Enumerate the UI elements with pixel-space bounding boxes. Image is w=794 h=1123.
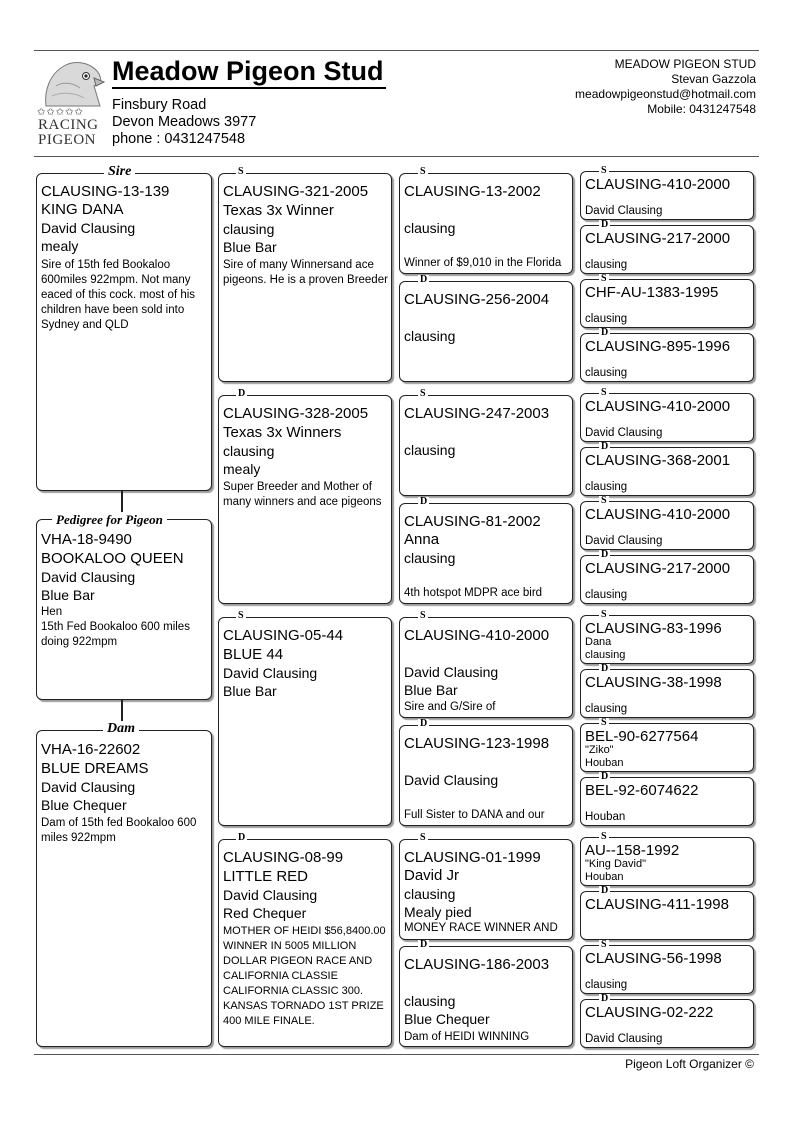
dam-color: Blue Chequer xyxy=(41,797,127,813)
logo-text-racing: RACING xyxy=(38,117,99,133)
gen4-card-13[interactable] xyxy=(580,837,754,886)
gen4-15-sex-label: S xyxy=(601,939,607,950)
gen4-6-sex-label: D xyxy=(601,441,609,452)
subject-name: BOOKALOO QUEEN xyxy=(41,550,184,567)
gen4-card-7[interactable] xyxy=(580,501,754,550)
gen4-card-8[interactable] xyxy=(580,555,754,604)
gen3-card-8[interactable] xyxy=(399,946,573,1047)
gen4-card-14[interactable] xyxy=(580,891,754,940)
sd-ring: CLAUSING-328-2005 xyxy=(223,405,369,422)
gen4-8-ring: CLAUSING-217-2000 xyxy=(585,560,731,577)
subject-card[interactable] xyxy=(36,519,212,700)
sire-ring: CLAUSING-13-139 xyxy=(41,183,170,200)
gen3-card-5[interactable] xyxy=(399,617,573,718)
sire-name: KING DANA xyxy=(41,201,124,218)
gen4-10-line2: clausing xyxy=(585,703,628,715)
gen3-7-color: Mealy pied xyxy=(404,904,472,920)
gen4-card-12[interactable] xyxy=(580,777,754,826)
sire-sire-card[interactable] xyxy=(218,173,392,382)
footer-rule xyxy=(34,1054,759,1055)
gen4-card-16[interactable] xyxy=(580,999,754,1048)
ds-breeder: David Clausing xyxy=(223,665,318,681)
gen4-10-ring: CLAUSING-38-1998 xyxy=(585,674,722,691)
sd-sex-label: D xyxy=(238,388,246,399)
gen3-5-ring: CLAUSING-410-2000 xyxy=(404,627,550,644)
gen4-11-ring: BEL-90-6277564 xyxy=(585,728,699,745)
gen3-5-color: Blue Bar xyxy=(404,682,458,698)
sd-name: Texas 3x Winners xyxy=(223,424,342,441)
gen3-card-1[interactable] xyxy=(399,173,573,274)
logo-text-pigeon: PIGEON xyxy=(38,132,96,148)
gen4-card-10[interactable] xyxy=(580,669,754,718)
gen3-3-ring: CLAUSING-247-2003 xyxy=(404,405,550,422)
gen3-5-breeder: David Clausing xyxy=(404,664,499,680)
gen4-card-9[interactable] xyxy=(580,615,754,664)
gen4-3-line2: clausing xyxy=(585,313,628,325)
sire-breeder: David Clausing xyxy=(41,220,136,236)
gen3-7-name: David Jr xyxy=(404,867,460,884)
gen3-1-note: Winner of $9,010 in the Florida xyxy=(404,257,562,269)
subject-color: Blue Bar xyxy=(41,587,95,603)
gen3-8-breeder: clausing xyxy=(404,993,456,1009)
gen4-3-ring: CHF-AU-1383-1995 xyxy=(585,284,719,301)
gen3-8-color: Blue Chequer xyxy=(404,1011,490,1027)
gen4-16-sex-label: D xyxy=(601,993,609,1004)
sd-color: mealy xyxy=(223,461,261,477)
gen4-7-ring: CLAUSING-410-2000 xyxy=(585,506,731,523)
gen4-card-3[interactable] xyxy=(580,279,754,328)
ss-ring: CLAUSING-321-2005 xyxy=(223,183,369,200)
address-line-1: Finsbury Road xyxy=(112,97,207,113)
gen4-5-ring: CLAUSING-410-2000 xyxy=(585,398,731,415)
gen4-11-line2: Houban xyxy=(585,757,624,769)
gen4-1-ring: CLAUSING-410-2000 xyxy=(585,176,731,193)
gen4-7-line2: David Clausing xyxy=(585,535,663,547)
sire-card[interactable] xyxy=(36,173,212,491)
gen4-card-11[interactable] xyxy=(580,723,754,772)
gen3-5-sex-label: S xyxy=(420,610,426,621)
gen4-13-line1: "King David" xyxy=(585,858,647,870)
gen3-6-note: Full Sister to DANA and our xyxy=(404,809,545,821)
ds-ring: CLAUSING-05-44 xyxy=(223,627,344,644)
gen4-2-sex-label: D xyxy=(601,219,609,230)
dam-sire-card[interactable] xyxy=(218,617,392,826)
dam-note: Dam of 15th fed Bookaloo 600 miles 922mpm xyxy=(41,817,197,844)
gen4-1-sex-label: S xyxy=(601,165,607,176)
gen4-6-ring: CLAUSING-368-2001 xyxy=(585,452,731,469)
gen4-6-line2: clausing xyxy=(585,481,628,493)
gen4-card-1[interactable] xyxy=(580,171,754,220)
header-rule xyxy=(34,156,759,157)
gen3-6-breeder: David Clausing xyxy=(404,772,499,788)
gen3-4-sex-label: D xyxy=(420,496,428,507)
gen4-9-ring: CLAUSING-83-1996 xyxy=(585,620,722,637)
contact-mobile: Mobile: 0431247548 xyxy=(647,102,756,116)
gen3-8-ring: CLAUSING-186-2003 xyxy=(404,956,550,973)
gen4-1-line2: David Clausing xyxy=(585,205,663,217)
gen4-4-ring: CLAUSING-895-1996 xyxy=(585,338,731,355)
gen3-3-sex-label: S xyxy=(420,388,426,399)
gen4-11-sex-label: S xyxy=(601,717,607,728)
footer-credit: Pigeon Loft Organizer © xyxy=(625,1057,754,1071)
gen4-14-ring: CLAUSING-411-1998 xyxy=(585,896,729,913)
top-rule xyxy=(34,50,759,51)
gen4-11-line1: "Ziko" xyxy=(585,744,614,756)
dd-sex-label: D xyxy=(238,832,246,843)
gen3-6-ring: CLAUSING-123-1998 xyxy=(404,735,550,752)
gen3-4-ring: CLAUSING-81-2002 xyxy=(404,513,541,530)
gen4-4-line2: clausing xyxy=(585,367,628,379)
gen3-3-breeder: clausing xyxy=(404,442,456,458)
gen4-12-sex-label: D xyxy=(601,771,609,782)
gen3-4-note: 4th hotspot MDPR ace bird xyxy=(404,587,543,599)
ss-breeder: clausing xyxy=(223,221,275,237)
gen4-card-4[interactable] xyxy=(580,333,754,382)
ss-note: Sire of many Winnersand ace pigeons. He is a proven Breeder xyxy=(223,259,388,286)
gen4-4-sex-label: D xyxy=(601,327,609,338)
gen4-16-ring: CLAUSING-02-222 xyxy=(585,1004,714,1021)
contact-email: meadowpigeonstud@hotmail.com xyxy=(575,87,756,101)
gen3-4-breeder: clausing xyxy=(404,550,456,566)
gen4-9-line1: Dana xyxy=(585,636,612,648)
gen3-7-note: MONEY RACE WINNER AND xyxy=(404,922,558,934)
gen3-1-ring: CLAUSING-13-2002 xyxy=(404,183,541,200)
gen4-card-15[interactable] xyxy=(580,945,754,994)
gen3-4-name: Anna xyxy=(404,531,440,548)
subject-ring: VHA-18-9490 xyxy=(41,531,132,548)
gen3-5-note: Sire and G/Sire of xyxy=(404,701,496,713)
ds-color: Blue Bar xyxy=(223,683,277,699)
gen3-2-breeder: clausing xyxy=(404,328,456,344)
gen4-2-ring: CLAUSING-217-2000 xyxy=(585,230,731,247)
gen3-8-sex-label: D xyxy=(420,939,428,950)
phone: phone : 0431247548 xyxy=(112,131,246,147)
contact-name: MEADOW PIGEON STUD xyxy=(614,57,756,71)
gen4-12-ring: BEL-92-6074622 xyxy=(585,782,699,799)
dd-name: LITTLE RED xyxy=(223,868,309,885)
gen3-2-sex-label: D xyxy=(420,274,428,285)
gen3-6-sex-label: D xyxy=(420,718,428,729)
gen4-5-sex-label: S xyxy=(601,387,607,398)
ss-color: Blue Bar xyxy=(223,239,277,255)
gen3-1-sex-label: S xyxy=(420,166,426,177)
gen4-3-sex-label: S xyxy=(601,273,607,284)
dam-card[interactable] xyxy=(36,730,212,1047)
gen4-7-sex-label: S xyxy=(601,495,607,506)
gen3-7-sex-label: S xyxy=(420,832,426,843)
gen4-card-5[interactable] xyxy=(580,393,754,442)
sire-dam-card[interactable] xyxy=(218,395,392,604)
pedigree-label: Pedigree for Pigeon xyxy=(52,512,167,527)
gen3-card-3[interactable] xyxy=(399,395,573,496)
dam-dam-card[interactable] xyxy=(218,839,392,1047)
logo-stars: ✩✩✩✩✩ xyxy=(37,107,84,118)
gen3-card-6[interactable] xyxy=(399,725,573,826)
gen3-7-ring: CLAUSING-01-1999 xyxy=(404,849,541,866)
gen4-9-sex-label: S xyxy=(601,609,607,620)
gen3-1-breeder: clausing xyxy=(404,220,456,236)
sire-label: Sire xyxy=(104,164,135,179)
gen3-card-7[interactable] xyxy=(399,839,573,940)
contact-person: Stevan Gazzola xyxy=(671,72,756,86)
gen4-5-line2: David Clausing xyxy=(585,427,663,439)
gen3-card-2[interactable] xyxy=(399,281,573,382)
gen4-13-sex-label: S xyxy=(601,831,607,842)
dam-ring: VHA-16-22602 xyxy=(41,741,141,758)
pigeon-head-icon xyxy=(36,56,106,108)
sire-note: Sire of 15th fed Bookaloo 600miles 922mpm. Not many eaced of this cock. most of his children have been sold into Sydney and QLD xyxy=(41,259,196,331)
gen4-13-line2: Houban xyxy=(585,871,624,883)
gen4-8-sex-label: D xyxy=(601,549,609,560)
dd-color: Red Chequer xyxy=(223,905,307,921)
gen4-14-sex-label: D xyxy=(601,885,609,896)
subject-breeder: David Clausing xyxy=(41,569,136,585)
sd-note: Super Breeder and Mother of many winners and ace pigeons xyxy=(223,481,382,508)
gen3-8-note: Dam of HEIDI WINNING xyxy=(404,1031,530,1043)
sd-breeder: clausing xyxy=(223,443,275,459)
dd-note: MOTHER OF HEIDI $56,8400.00 WINNER IN 5005 MILLION DOLLAR PIGEON RACE AND CALIFORNIA CLASSIE CALIFORNIA CLASSIC 300. KANSAS TORNADO 1ST PRIZE 400 MILE FINALE. xyxy=(223,925,386,1027)
gen4-12-line2: Houban xyxy=(585,811,626,823)
sire-color: mealy xyxy=(41,238,79,254)
gen3-2-ring: CLAUSING-256-2004 xyxy=(404,291,550,308)
gen3-card-4[interactable] xyxy=(399,503,573,604)
gen4-15-line2: clausing xyxy=(585,979,628,991)
dd-breeder: David Clausing xyxy=(223,887,318,903)
gen4-card-6[interactable] xyxy=(580,447,754,496)
gen4-card-2[interactable] xyxy=(580,225,754,274)
gen3-7-breeder: clausing xyxy=(404,886,456,902)
gen4-16-line2: David Clausing xyxy=(585,1033,663,1045)
gen4-8-line2: clausing xyxy=(585,589,628,601)
dam-name: BLUE DREAMS xyxy=(41,760,149,777)
gen4-10-sex-label: D xyxy=(601,663,609,674)
gen4-2-line2: clausing xyxy=(585,259,628,271)
address-line-2: Devon Meadows 3977 xyxy=(112,114,257,130)
ds-sex-label: S xyxy=(238,610,244,621)
dd-ring: CLAUSING-08-99 xyxy=(223,849,344,866)
dam-breeder: David Clausing xyxy=(41,779,136,795)
ds-name: BLUE 44 xyxy=(223,646,284,663)
dam-label: Dam xyxy=(103,721,139,736)
gen4-13-ring: AU--158-1992 xyxy=(585,842,680,859)
ss-name: Texas 3x Winner xyxy=(223,202,334,219)
gen4-9-line2: clausing xyxy=(585,649,626,661)
subject-sex: Hen xyxy=(41,606,63,618)
subject-note: 15th Fed Bookaloo 600 miles doing 922mpm xyxy=(41,621,190,648)
ss-sex-label: S xyxy=(238,166,244,177)
stud-title: Meadow Pigeon Stud xyxy=(112,56,386,89)
gen4-15-ring: CLAUSING-56-1998 xyxy=(585,950,722,967)
